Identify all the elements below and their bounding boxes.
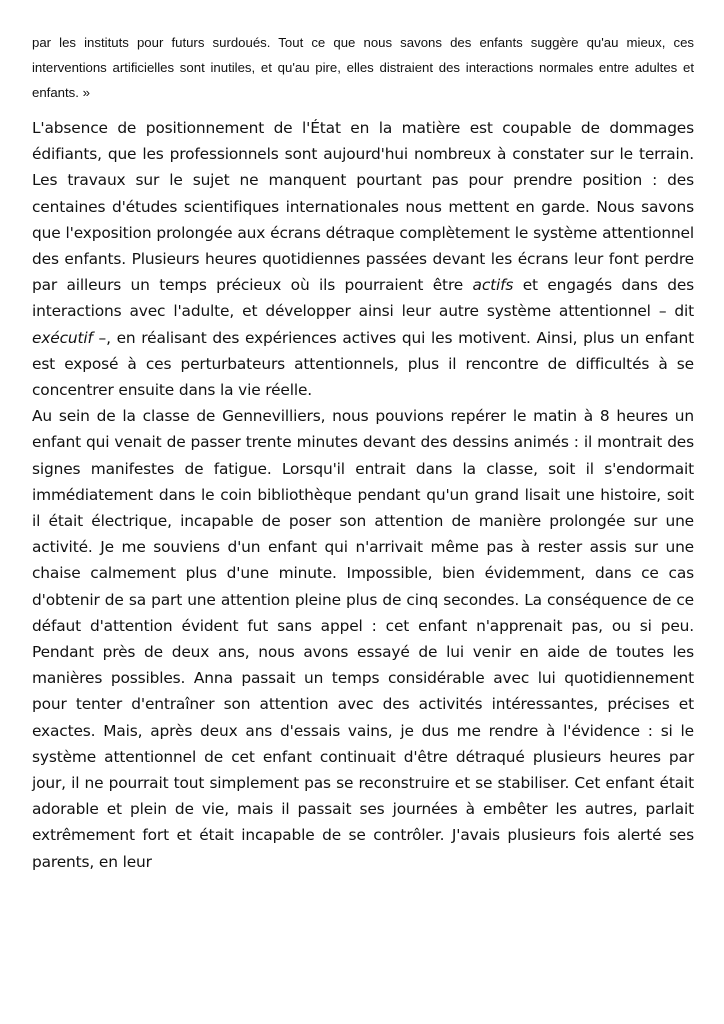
paragraph-1-text-b: et engagés dans des interactions avec l'adulte, et développer ainsi leur autre système attentionnel – dit [32, 276, 695, 321]
paragraph-1-text-a: L'absence de positionnement de l'État en la matière est coupable de dommages édifiants, que les professionnels sont aujourd'hui nombreux à constater sur le terrain. Les travaux sur le sujet ne manquent pourtant pas pour prendre position : des centaines d'études scientifiques internationales nous mettent en garde. Nous savons que l'exposition prolongée aux écrans détraque complètement le système attentionnel des enfants. Plusieurs heures quotidiennes passées devant les écrans leur font perdre par ailleurs un temps précieux où ils pourraient être [32, 119, 694, 295]
paragraph-screens-attention [32, 115, 694, 403]
emphasis-actifs: actifs [472, 276, 514, 295]
paragraph-1-text-c: –, en réalisant des expériences actives qui les motivent. Ainsi, plus un enfant est exposé à ces perturbateurs attentionnels, plus il rencontre de difficultés à se concentrer ensuite dans la vie réelle. [32, 328, 694, 400]
paragraph-gennevilliers: Au sein de la classe de Gennevilliers, nous pouvions repérer le matin à 8 heures un enfant qui venait de passer trente minutes devant des dessins animés : il montrait des signes manifestes de fatigue. Lorsqu'il entrait dans la classe, soit il s'endormait immédiatement dans le coin bibliothèque pendant qu'un grand lisait une histoire, soit il était électrique, incapable de poser son attention de manière prolongée sur une activité. Je me souviens d'un enfant qui n'arrivait même pas à rester assis sur une chaise calmement plus d'une minute. Impossible, bien évidemment, dans ce cas d'obtenir de sa part une attention pleine plus de cinq secondes. La conséquence de ce défaut d'attention évident fut sans appel : cet enfant n'apprenait pas, ou si peu. Pendant près de deux ans, nous avons essayé de lui venir en aide de toutes les manières possibles. Anna passait un temps considérable avec lui quotidiennement pour tenter d'entraîner son attention avec des activités intéressantes, précises et exactes. Mais, après deux ans d'essais vains, je dus me rendre à l'évidence : si le système attentionnel de cet enfant continuait d'être détraqué plusieurs heures par jour, il ne pourrait tout simplement pas se reconstruire et se stabiliser. Cet enfant était adorable et plein de vie, mais il passait ses journées à embêter les autres, parlait extrêmement fort et était incapable de se contrôler. J'avais plusieurs fois alerté ses parents, en leur [32, 407, 694, 871]
quote-continuation: par les instituts pour futurs surdoués. Tout ce que nous savons des enfants suggère qu'au mieux, ces interventions artificielles sont inutiles, et qu'au pire, elles distraient des interactions normales entre adultes et enfants. » [32, 35, 694, 100]
emphasis-executif: exécutif [32, 328, 93, 347]
